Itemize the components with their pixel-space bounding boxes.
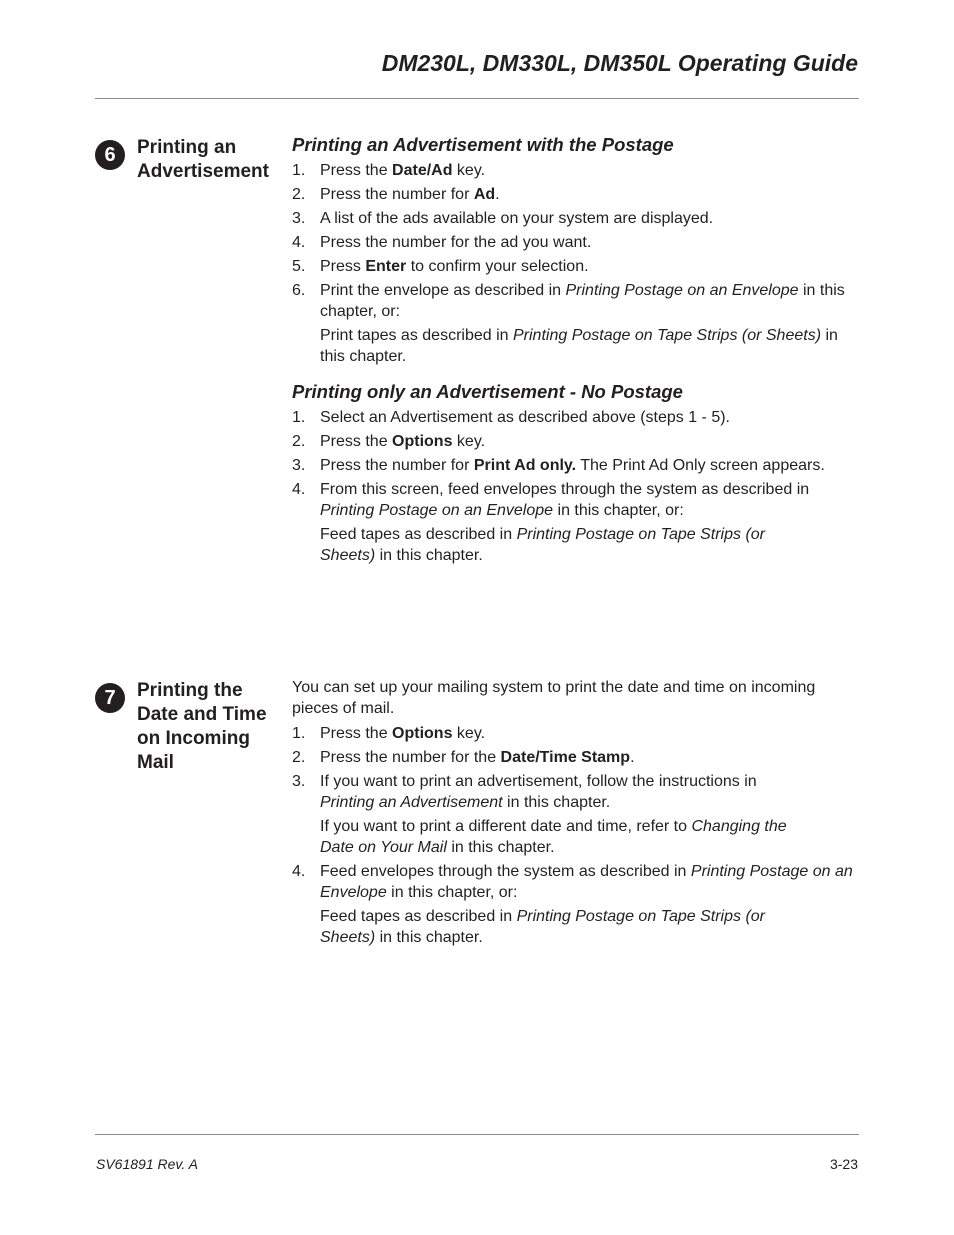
list-item: 1. Press the Date/Ad key. [292, 162, 486, 179]
list-item: 4. Feed envelopes through the system as described in Printing Postage on an Envelope in this chapter, or: Feed tapes as described in Printing Postage on Tape Strips (or Sheets) in this chapter. [292, 861, 862, 948]
list-item-continuation: If you want to print a different date and time, refer to Changing the Date on Your Mail in this chapter. [320, 818, 787, 856]
list-item: 4. From this screen, feed envelopes through the system as described in Printing Postage on an Envelope in this chapter, or: Feed tapes as described in Printing Postage on Tape Strips (or Sheets) in this chapter. [292, 479, 862, 566]
list-item: 2. Press the number for Ad. [292, 186, 500, 203]
subsection-heading: Printing an Advertisement with the Postage [292, 134, 674, 155]
page-header-title: DM230L, DM330L, DM350L Operating Guide [381, 50, 858, 76]
list-item: 4. Press the number for the ad you want. [292, 234, 592, 251]
list-item: 1. Press the Options key. [292, 725, 486, 742]
section-number-badge: 7 [95, 683, 125, 713]
subsection-heading: Printing only an Advertisement - No Postage [292, 381, 683, 402]
section-content [292, 677, 862, 951]
list-item: 2. Press the number for the Date/Time Stamp. [292, 749, 635, 766]
list-item-continuation: Feed tapes as described in Printing Postage on Tape Strips (or Sheets) in this chapter. [320, 908, 765, 946]
list-item-continuation: Feed tapes as described in Printing Postage on Tape Strips (or Sheets) in this chapter. [320, 526, 765, 564]
footer-page-number: 3-23 [829, 1156, 858, 1172]
steps-list [292, 723, 862, 948]
list-item: 6. Print the envelope as described in Printing Postage on an Envelope in this chapter, or: Print tapes as described in Printing Postage on Tape Strips (or Sheets) in this chapter. [292, 280, 862, 367]
list-item: 3. A list of the ads available on your system are displayed. [292, 210, 714, 227]
list-item-continuation: Print tapes as described in Printing Postage on Tape Strips (or Sheets) in this chapter. [320, 327, 838, 365]
list-item: 3. Press the number for Print Ad only. The Print Ad Only screen appears. [292, 457, 825, 474]
section-title: Printing an Advertisement [137, 137, 269, 182]
section-title: Printing the Date and Time on Incoming Mail [137, 680, 267, 773]
list-item: 5. Press Enter to confirm your selection. [292, 258, 589, 275]
list-item: 2. Press the Options key. [292, 433, 486, 450]
steps-list [292, 160, 862, 367]
list-item: 1. Select an Advertisement as described above (steps 1 - 5). [292, 409, 730, 426]
intro-paragraph: You can set up your mailing system to print the date and time on incoming pieces of mail. [292, 679, 816, 717]
footer-doc-id: SV61891 Rev. A [96, 1156, 198, 1172]
list-item: 3. If you want to print an advertisement, follow the instructions in Printing an Advertisement in this chapter. If you want to print a different date and time, refer to Changing the Date on Your Mail in this chapter. [292, 771, 862, 858]
footer-rule [95, 1134, 859, 1135]
section-content [292, 133, 862, 569]
steps-list [292, 407, 862, 566]
section-number-badge: 6 [95, 140, 125, 170]
header-rule [95, 98, 859, 99]
